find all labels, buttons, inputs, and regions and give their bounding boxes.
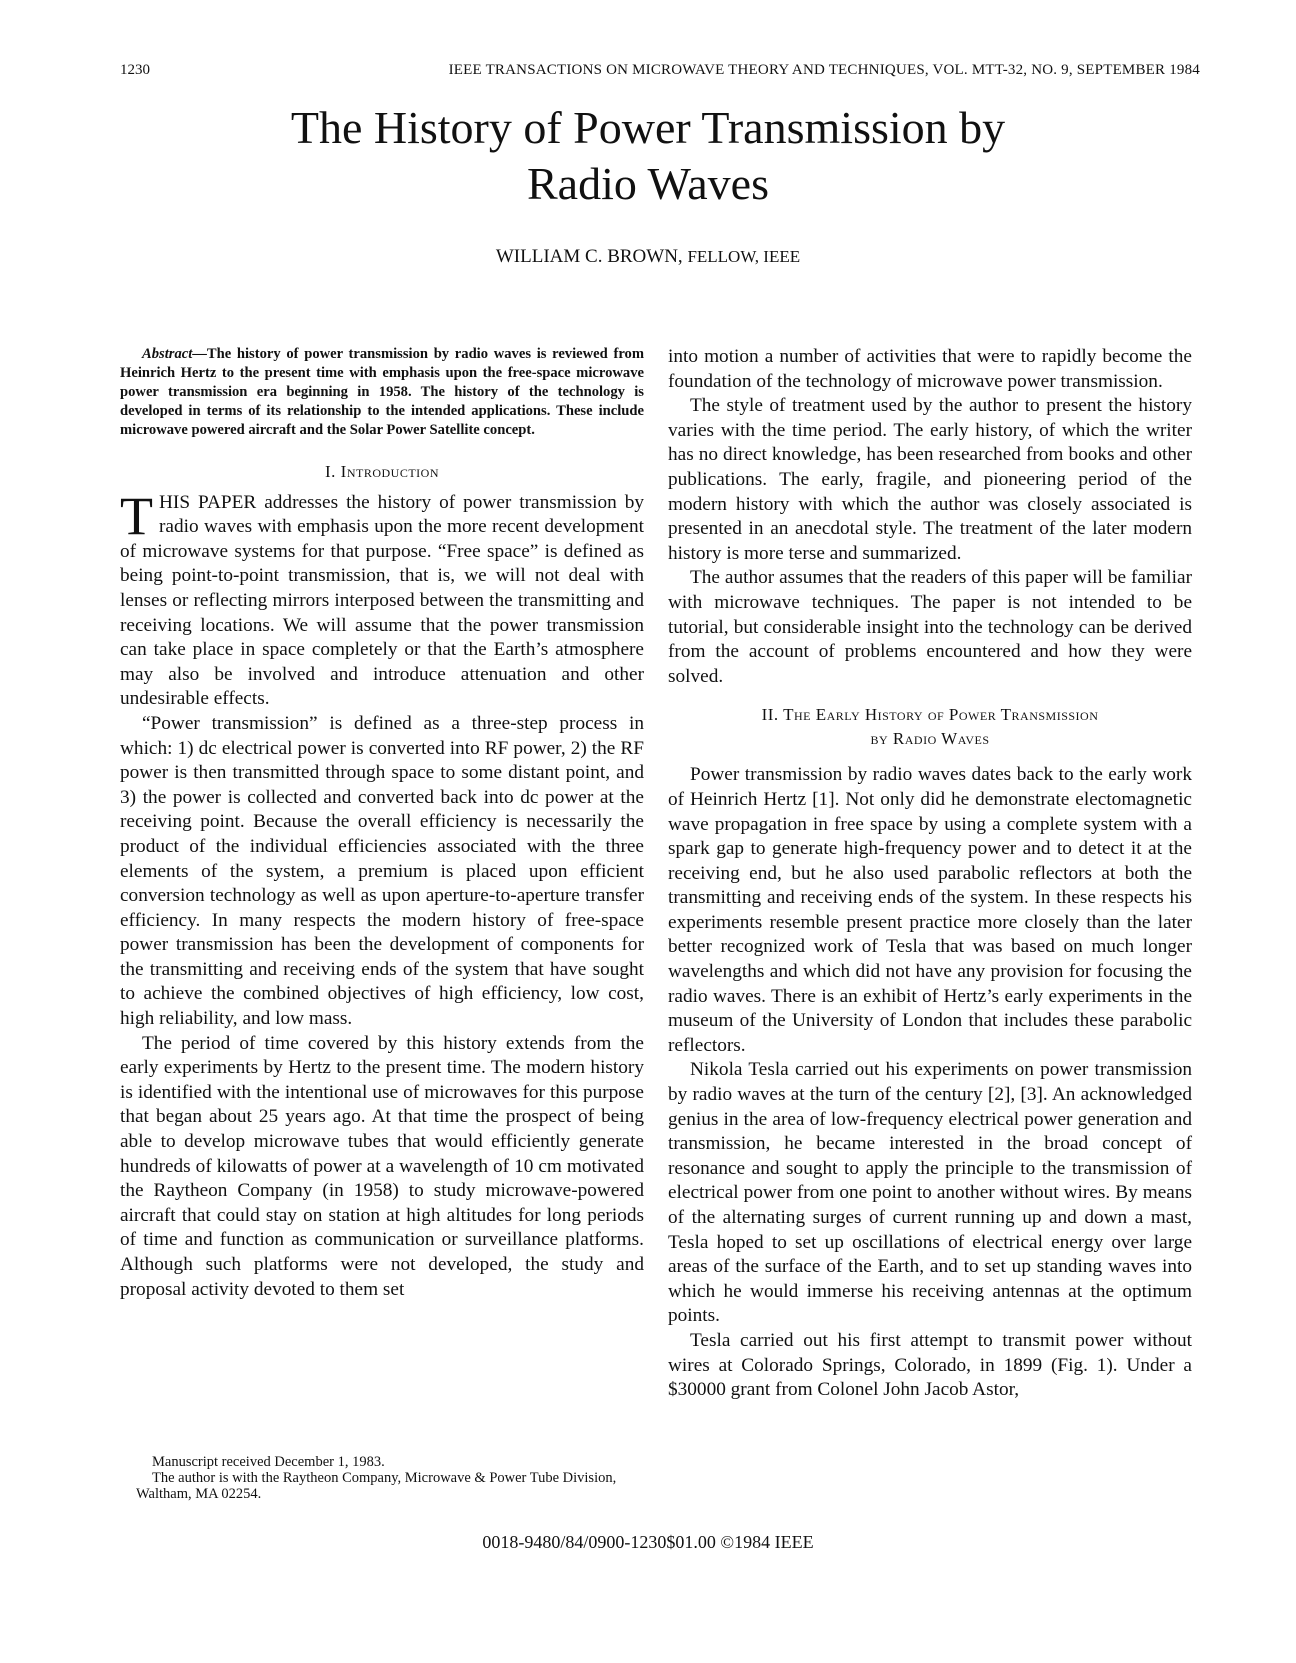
section-1-paragraph-5: The style of treatment used by the author to present the history varies with the time period. The early history, of which the writer has no direct knowledge, has been researched from books and other publications. The early, fragile, and pioneering period of the modern history with which the author was closely associated is presented in an anecdotal style. The treatment of the later modern history is more terse and summarized. [668,395,1192,564]
section-2-heading [668,703,1192,751]
abstract-label: Abstract [142,346,193,362]
title-line-1: The History of Power Transmission by [290,102,1006,153]
section-2-paragraph-1: Power transmission by radio waves dates back to the early work of Heinrich Hertz [1]. Not only did he demonstrate electomagnetic wave propagation in free space by using a complete system with a spark gap to generate high-frequency power and to detect it at the receiving end, but he also used parabolic reflectors at both the transmitting and receiving ends of the system. In these respects his experiments resemble present practice more closely than the later better recognized work of Tesla that was based on much longer wavelengths and which did not have any provision for focusing the radio waves. There is an exhibit of Hertz’s early experiments in the museum of the University of London that includes these parabolic reflectors. [668,764,1192,1056]
section-1-paragraph-4: into motion a number of activities that were to rapidly become the foundation of the technology of microwave power transmission. [668,346,1192,392]
section-1-paragraph-6: The author assumes that the readers of this paper will be familiar with microwave techniques. The paper is not intended to be tutorial, but considerable insight into the technology can be derived from the account of problems encountered and how they were solved. [668,567,1192,687]
footnote-affiliation: The author is with the Raytheon Company, Microwave & Power Tube Division, Waltham, MA 02254. [136,1470,617,1502]
abstract [120,345,644,440]
section-1-heading: I. Introduction [325,462,439,481]
section-1-p1-text: HIS PAPER addresses the history of power transmission by radio waves with emphasis upon the more recent development of microwave systems for that purpose. “Free space” is defined as being point-to-point transmission, that is, we will not deal with lenses or reflecting mirrors interposed between the transmitting and receiving locations. We will assume that the power transmission can take place in space completely or that the Earth’s atmosphere may also be involved and introduce attenuation and other undesirable effects. [120,491,644,710]
author-line [0,246,1296,268]
section-1-paragraph-1 [120,485,644,712]
copyright-footer: 0018-9480/84/0900-1230$01.00 ©1984 IEEE [482,1532,814,1552]
section-1-paragraph-3: The period of time covered by this history extends from the early experiments by Hertz to the present time. The modern history is identified with the intentional use of microwaves for this purpose that began about 25 years ago. At that time the prospect of being able to develop microwave tubes that would efficiently generate hundreds of kilowatts of power at a wavelength of 10 cm motivated the Raytheon Company (in 1958) to study microwave-powered aircraft that could stay on station at high altitudes for long periods of time and function as communication or surveillance platforms. Although such platforms were not developed, the study and proposal activity devoted to them set [120,1032,644,1300]
left-column [120,345,644,1302]
section-2-heading-line-1: II. The Early History of Power Transmission [761,705,1099,725]
footnote-received: Manuscript received December 1, 1983. [152,1454,385,1470]
drop-cap: T [120,485,153,546]
section-2-paragraph-3: Tesla carried out his first attempt to transmit power without wires at Colorado Springs, Colorado, in 1899 (Fig. 1). Under a $30000 grant from Colonel John Jacob Astor, [668,1329,1192,1401]
author-affiliation: FELLOW, IEEE [687,247,801,266]
page-number: 1230 [120,62,150,78]
author-name: WILLIAM C. BROWN, [495,246,683,267]
paper-title [160,100,1136,212]
section-2-heading-line-2: by Radio Waves [870,729,990,749]
section-2-paragraph-2: Nikola Tesla carried out his experiments on power transmission by radio waves at the turn of the century [2], [3]. An acknowledged genius in the area of low-frequency electrical power generation and transmission, he became interested in the broad concept of resonance and sought to apply the principle to the transmission of electrical power from one point to another without wires. By means of the alternating surges of current running up and down a mast, Tesla hoped to set up oscillations of electrical energy over large areas of the surface of the Earth, and to set up standing waves into which he would immerse his receiving antennas at the optimum points. [668,1059,1192,1327]
abstract-text: —The history of power transmission by radio waves is reviewed from Heinrich Hertz to the present time with emphasis upon the free-space microwave power transmission era beginning in 1958. The history of the technology is developed in terms of its relationship to the intended applications. These include microwave powered aircraft and the Solar Power Satellite concept. [120,346,644,438]
running-head: IEEE TRANSACTIONS ON MICROWAVE THEORY AND TECHNIQUES, VOL. MTT-32, NO. 9, SEPTEMBER 1984 [448,62,1200,78]
section-1-paragraph-2: “Power transmission” is defined as a three-step process in which: 1) dc electrical power is converted into RF power, 2) the RF power is then transmitted through space to some distant point, and 3) the power is collected and converted back into dc power at the receiving point. Because the overall efficiency is necessarily the product of the individual efficiencies associated with the three elements of the system, a premium is placed upon efficient conversion technology as well as upon aperture-to-aperture transfer efficiency. In many respects the modern history of free-space power transmission has been the development of components for the transmitting and receiving ends of the system that have sought to achieve the combined objectives of high efficiency, low cost, high reliability, and low mass. [120,712,644,1030]
footnote [136,1454,646,1502]
title-line-2: Radio Waves [526,158,770,209]
right-column [668,345,1192,1403]
